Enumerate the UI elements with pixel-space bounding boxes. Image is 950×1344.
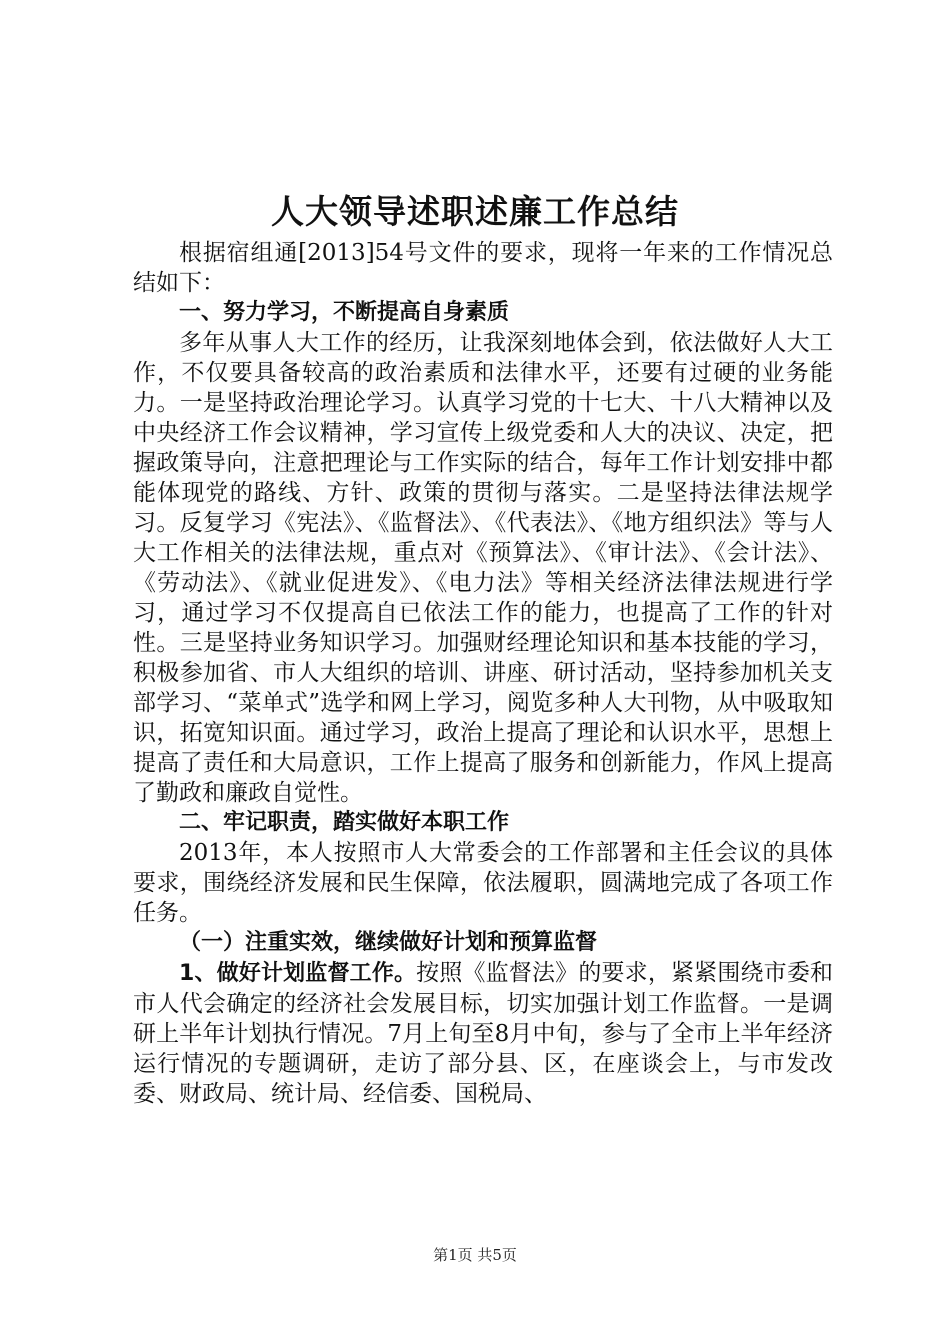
item-1-paragraph — [133, 958, 833, 1109]
section-2-heading: 二、牢记职责，踏实做好本职工作 — [179, 810, 510, 835]
document-title: 人大领导述职述廉工作总结 — [271, 192, 679, 231]
intro-paragraph: 根据宿组通[2013]54号文件的要求，现将一年来的工作情况总结如下： — [133, 240, 833, 296]
item-1-body: 按照《监督法》的要求，紧紧围绕市委和市人代会确定的经济社会发展目标，切实加强计划工作监督。一是调研上半年计划执行情况。7月上旬至8月中旬，参与了全市上半年经济运行情况的专题调研，走访了部分县、区，在座谈会上，与市发改委、财政局、统计局、经信委、国税局、 — [133, 960, 834, 1107]
item-1-lead: 1、做好计划监督工作。 — [179, 961, 417, 986]
document-body — [133, 238, 833, 1109]
section-2-paragraph: 2013年，本人按照市人大常委会的工作部署和主任会议的具体要求，围绕经济发展和民生保障，依法履职，圆满地完成了各项工作任务。 — [133, 840, 833, 926]
page-footer: 第1页 共5页 — [433, 1246, 517, 1264]
subsection-1-heading: （一）注重实效，继续做好计划和预算监督 — [179, 930, 598, 955]
section-1-paragraph: 多年从事人大工作的经历，让我深刻地体会到，依法做好人大工作，不仅要具备较高的政治素质和法律水平，还要有过硬的业务能力。一是坚持政治理论学习。认真学习党的十七大、十八大精神以及中央经济工作会议精神，学习宣传上级党委和人大的决议、决定，把握政策导向，注意把理论与工作实际的结合，每年工作计划安排中都能体现党的路线、方针、政策的贯彻与落实。二是坚持法律法规学习。反复学习《宪法》、《监督法》、《代表法》、《地方组织法》等与人大工作相关的法律法规，重点对《预算法》、《审计法》、《会计法》、《劳动法》、《就业促进发》、《电力法》等相关经济法律法规进行学习，通过学习不仅提高自已依法工作的能力，也提高了工作的针对性。三是坚持业务知识学习。加强财经理论知识和基本技能的学习，积极参加省、市人大组织的培训、讲座、研讨活动，坚持参加机关支部学习、“菜单式”选学和网上学习，阅览多种人大刊物，从中吸取知识，拓宽知识面。通过学习，政治上提高了理论和认识水平，思想上提高了责任和大局意识，工作上提高了服务和创新能力，作风上提高了勤政和廉政自觉性。 — [133, 330, 833, 806]
section-1-heading: 一、努力学习，不断提高自身素质 — [179, 300, 510, 325]
